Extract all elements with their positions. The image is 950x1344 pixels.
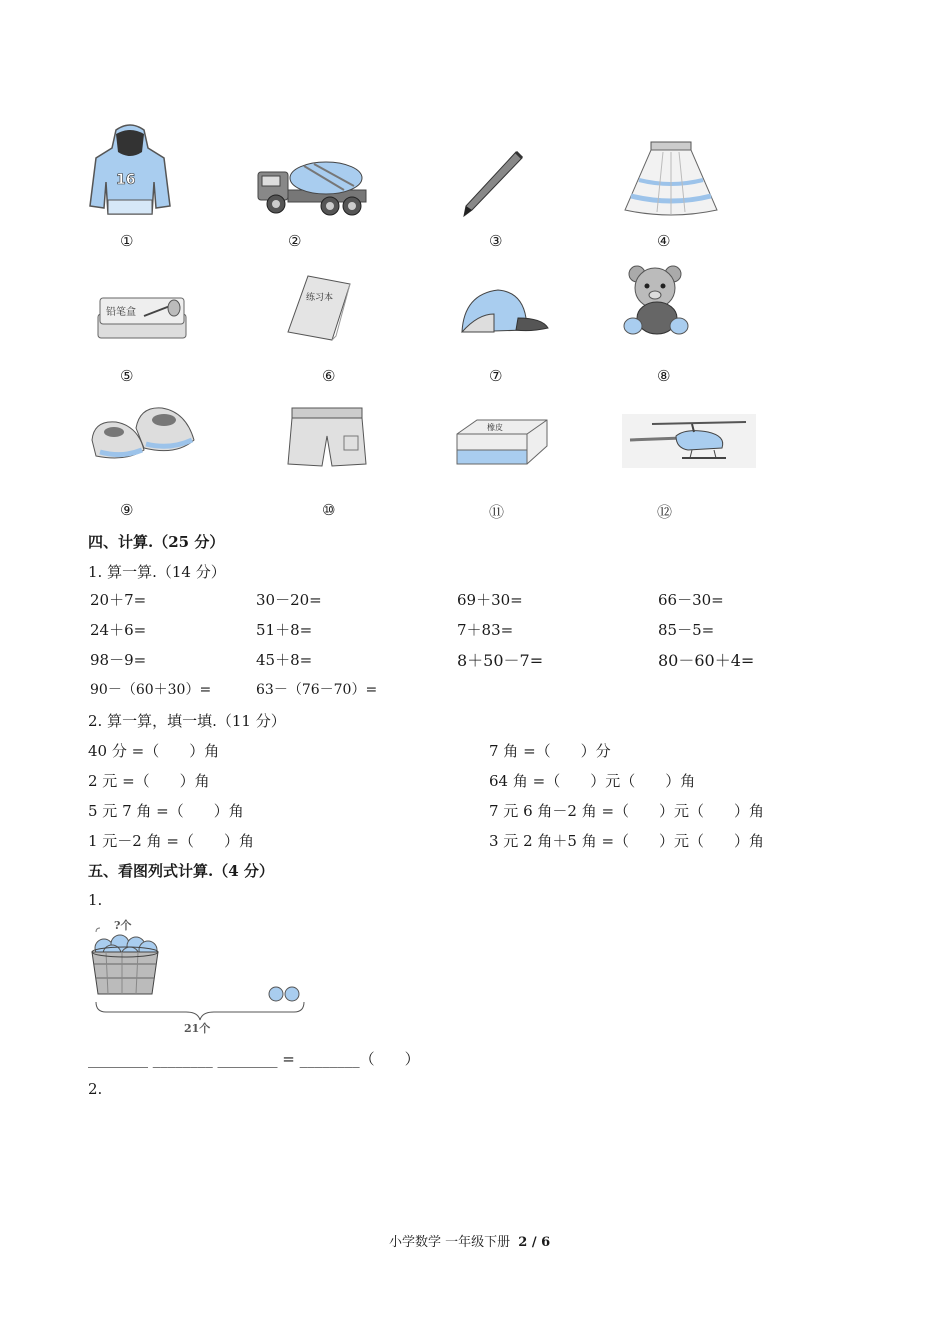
item-2-number: ②: [288, 232, 302, 250]
calc-cell: 7＋83=: [457, 621, 514, 639]
money-cell: 3 元 2 角＋5 角 =（ ）元（ ）角: [489, 832, 765, 850]
item-10-picture: [286, 406, 368, 468]
item-5-picture: [96, 294, 188, 342]
calc-cell: 45＋8=: [256, 651, 313, 669]
calc-cell: 69＋30=: [457, 591, 523, 609]
money-cell: 40 分 =（ ）角: [88, 742, 220, 760]
footer-text: 小学数学 一年级下册: [389, 1235, 511, 1250]
calc-cell: 8＋50－7=: [457, 651, 544, 670]
q1-title: 1. 算一算.（14 分）: [88, 563, 226, 581]
calc-cell: 51＋8=: [256, 621, 313, 639]
calc-cell: 24＋6=: [90, 621, 147, 639]
item-12-number: ⑫: [657, 503, 673, 521]
money-cell: 5 元 7 角 =（ ）角: [88, 802, 244, 820]
item-7-number: ⑦: [489, 367, 503, 385]
item-3-number: ③: [489, 232, 503, 250]
hoodie-icon: [86, 122, 174, 220]
calc-cell: 30－20=: [256, 591, 322, 609]
item-8-picture: [623, 264, 689, 340]
exercise-book-label: 练习本: [306, 293, 334, 303]
money-cell: 64 角 =（ ）元（ ）角: [489, 772, 696, 790]
item-4-number: ④: [657, 232, 671, 250]
cement-truck-icon: [254, 154, 372, 216]
item-12-picture: [622, 414, 756, 468]
unknown-count-label: ?个: [114, 919, 132, 932]
shorts-icon: [286, 406, 368, 468]
calc-cell: 90－（60＋30）=: [90, 682, 212, 698]
money-cell: 1 元－2 角 =（ ）角: [88, 832, 254, 850]
pencil-icon: [458, 148, 526, 220]
calc-cell: 20＋7=: [90, 591, 147, 609]
section4-title: 四、计算.（25 分）: [88, 533, 225, 551]
page-footer: [389, 1231, 550, 1250]
item-8-number: ⑧: [657, 367, 671, 385]
calc-cell: 80－60＋4=: [658, 651, 755, 670]
money-cell: 2 元 =（ ）角: [88, 772, 210, 790]
pencil-case-label: 铅笔盒: [106, 307, 136, 318]
helicopter-icon: [622, 414, 756, 468]
q1-number: 1.: [88, 891, 103, 909]
page-number: 2 / 6: [518, 1235, 551, 1250]
calc-cell: 98－9=: [90, 651, 147, 669]
pencil-case-icon: [96, 294, 188, 342]
money-cell: 7 角 =（ ）分: [489, 742, 611, 760]
item-11-number: ⑪: [489, 503, 505, 521]
total-count-label: 21个: [184, 1022, 211, 1035]
item-2-picture: [254, 154, 372, 216]
section5-title: 五、看图列式计算.（4 分）: [88, 862, 274, 880]
hoodie-number: 16: [116, 172, 136, 188]
apple-basket-figure: [86, 914, 310, 1036]
money-cell: 7 元 6 角－2 角 =（ ）元（ ）角: [489, 802, 765, 820]
item-11-picture: [453, 416, 551, 468]
item-5-number: ⑤: [120, 367, 134, 385]
calc-cell: 66－30=: [658, 591, 724, 609]
shoes-icon: [86, 400, 198, 468]
eraser-icon: [453, 416, 551, 468]
item-3-picture: [458, 148, 526, 220]
item-9-picture: [86, 400, 198, 468]
item-6-number: ⑥: [322, 367, 336, 385]
calc-cell: 85－5=: [658, 621, 715, 639]
exercise-book-icon: [286, 274, 352, 342]
item-1-number: ①: [120, 232, 134, 250]
item-7-picture: [458, 284, 550, 340]
item-9-number: ⑨: [120, 501, 134, 519]
answer-line[interactable]: ________ ________ ________ = ________（ ）: [88, 1050, 420, 1068]
q2-number: 2.: [88, 1080, 103, 1098]
teddy-bear-icon: [623, 264, 689, 340]
item-1-picture: [86, 122, 174, 220]
item-6-picture: [286, 274, 352, 342]
item-4-picture: [623, 138, 719, 218]
skirt-icon: [623, 138, 719, 218]
eraser-label: 橡皮: [487, 423, 503, 432]
calc-cell: 63－（76－70）=: [256, 682, 378, 698]
item-10-number: ⑩: [322, 501, 336, 519]
cap-icon: [458, 284, 550, 340]
q2-title: 2. 算一算，填一填.（11 分）: [88, 712, 286, 730]
